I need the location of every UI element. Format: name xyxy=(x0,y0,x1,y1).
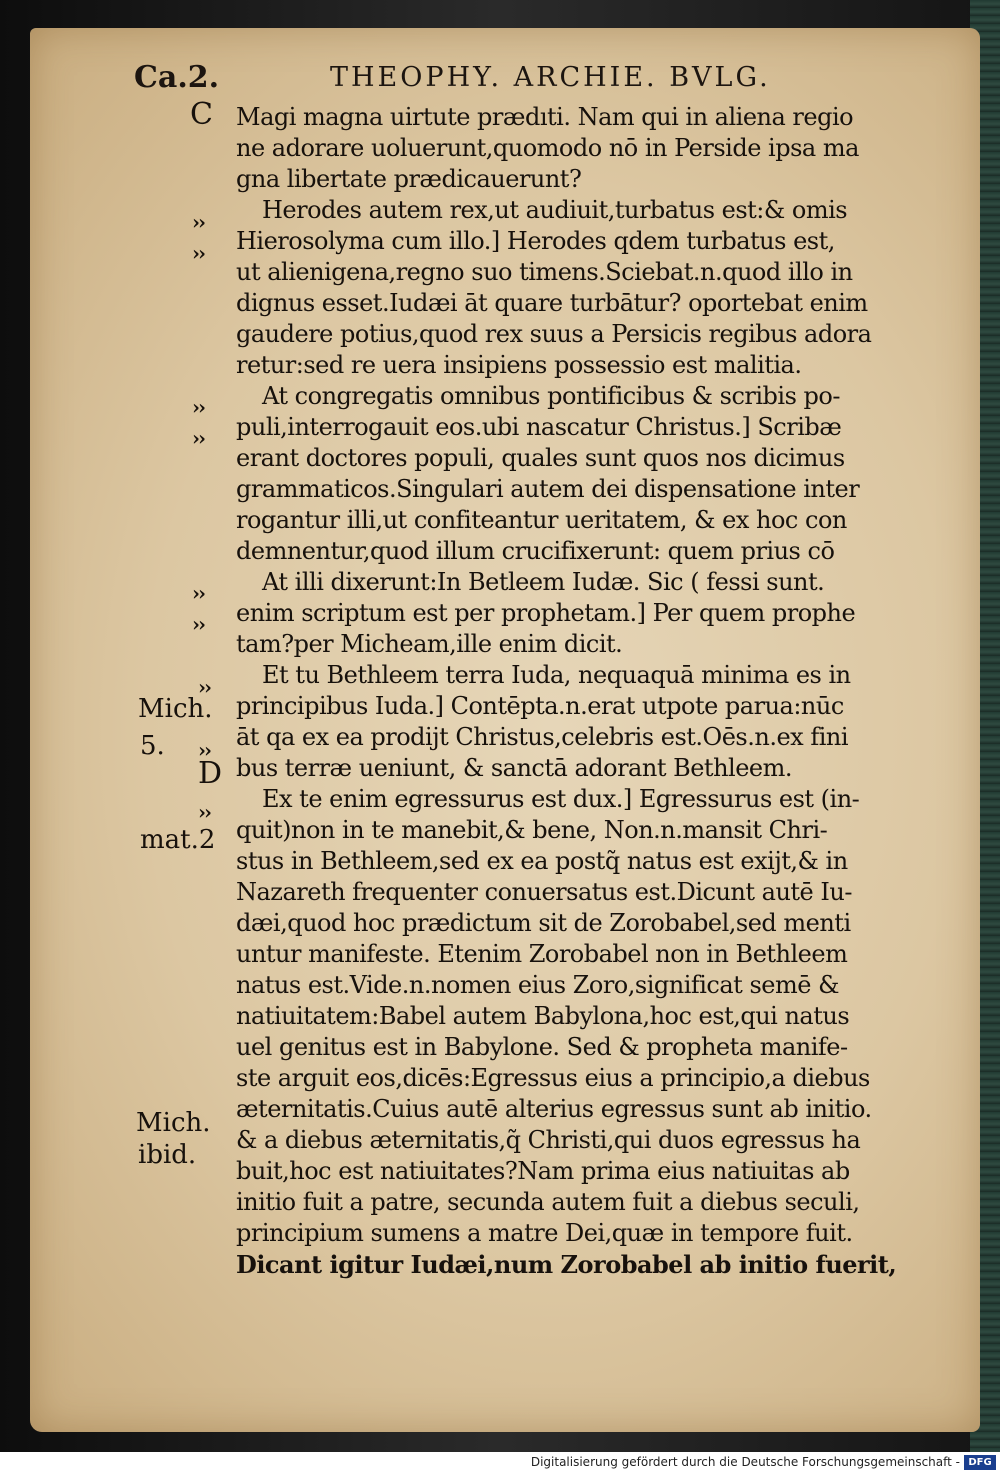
text-line: demnentur,quod illum crucifixerunt: quem prius cō xyxy=(236,537,835,565)
quote-mark: ›› xyxy=(198,800,210,824)
text-line: gaudere potius,quod rex suus a Persicis regibus adora xyxy=(236,320,872,348)
quote-mark: ›› xyxy=(192,241,204,265)
text-line: Hierosolyma cum illo.] Herodes qdem turbatus est, xyxy=(236,227,835,255)
text-line: At congregatis omnibus pontificibus & scribis po- xyxy=(262,382,840,410)
text-line: natiuitatem:Babel autem Babylona,hoc est,qui natus xyxy=(236,1002,850,1030)
text-line: principium sumens a matre Dei,quæ in tempore fuit. xyxy=(236,1219,853,1247)
text-line: ne adorare uoluerunt,quomodo nō in Perside ipsa ma xyxy=(236,134,859,162)
text-line: grammaticos.Singulari autem dei dispensatione inter xyxy=(236,475,860,503)
text-line: Magi magna uirtute prædıti. Nam qui in aliena regio xyxy=(236,103,854,131)
text-line: At illi dixerunt:In Betleem Iudæ. Sic ( fessi sunt. xyxy=(262,568,825,596)
text-line: ut alienigena,regno suo timens.Sciebat.n.quod illo in xyxy=(236,258,853,286)
text-line: Nazareth frequenter conuersatus est.Dicunt autē Iu- xyxy=(236,878,852,906)
chapter-label: Ca.2. xyxy=(134,60,220,95)
text-line: æternitatis.Cuius autē alterius egressus sunt ab initio. xyxy=(236,1095,872,1123)
text-line: dæi,quod hoc prædictum sit de Zorobabel,sed menti xyxy=(236,909,851,937)
quote-mark: ›› xyxy=(198,738,210,762)
main-text xyxy=(236,102,926,1280)
quote-mark: ›› xyxy=(192,395,204,419)
text-line: quit)non in te manebit,& bene, Non.n.mansit Chri- xyxy=(236,816,828,844)
text-line: enim scriptum est per prophetam.] Per quem prophe xyxy=(236,599,856,627)
text-line: Et tu Bethleem terra Iuda, nequaquā minima es in xyxy=(262,661,851,689)
quote-mark: ›› xyxy=(192,581,204,605)
text-line: principibus Iuda.] Contēpta.n.erat utpote parua:nūc xyxy=(236,692,844,720)
text-line: untur manifeste. Etenim Zorobabel non in Bethleem xyxy=(236,940,848,968)
margin-note-mich: Mich. xyxy=(136,1108,211,1138)
margin-section-c: C xyxy=(190,97,213,132)
text-line: ste arguit eos,dicēs:Egressus eius a principio,a diebus xyxy=(236,1064,870,1092)
text-line: uel genitus est in Babylone. Sed & propheta manife- xyxy=(236,1033,848,1061)
text-line: Dicant igitur Iudæi,num Zorobabel ab initio fuerit, xyxy=(236,1250,897,1279)
text-line: retur:sed re uera insipiens possessio est malitia. xyxy=(236,351,802,379)
text-line: natus est.Vide.n.nomen eius Zoro,significat semē & xyxy=(236,971,839,999)
text-line: Ex te enim egressurus est dux.] Egressurus est (in- xyxy=(262,785,860,813)
margin-section-d: D xyxy=(198,756,223,791)
text-line: puli,interrogauit eos.ubi nascatur Christus.] Scribæ xyxy=(236,413,842,441)
margin-note-ibid: ibid. xyxy=(138,1140,197,1170)
text-line: āt qa ex ea prodijt Christus,celebris est.Oēs.n.ex fini xyxy=(236,723,849,751)
running-title: THEOPHY. ARCHIE. BVLG. xyxy=(330,62,771,93)
quote-mark: ›› xyxy=(198,675,210,699)
funding-note: Digitalisierung gefördert durch die Deutsche Forschungsgemeinschaft - xyxy=(530,1455,960,1469)
text-line: dignus esset.Iudæi āt quare turbātur? oportebat enim xyxy=(236,289,868,317)
text-line: erant doctores populi, quales sunt quos nos dicimus xyxy=(236,444,845,472)
dfg-logo: DFG xyxy=(964,1455,996,1470)
text-line: stus in Bethleem,sed ex ea postq̃ natus est exijt,& in xyxy=(236,847,848,875)
text-line: buit,hoc est natiuitates?Nam prima eius natiuitas ab xyxy=(236,1157,850,1185)
margin-note-mich: Mich. xyxy=(138,694,213,724)
text-line: tam?per Micheam,ille enim dicit. xyxy=(236,630,623,658)
text-line: gna libertate prædicauerunt? xyxy=(236,165,582,193)
text-line: bus terræ ueniunt, & sanctā adorant Bethleem. xyxy=(236,754,792,782)
text-line: Herodes autem rex,ut audiuit,turbatus est:& omis xyxy=(262,196,848,224)
quote-mark: ›› xyxy=(192,210,204,234)
text-line: initio fuit a patre, secunda autem fuit a diebus seculi, xyxy=(236,1188,860,1216)
text-line: rogantur illi,ut confiteantur ueritatem, & ex hoc con xyxy=(236,506,847,534)
quote-mark: ›› xyxy=(192,612,204,636)
quote-mark: ›› xyxy=(192,426,204,450)
digitization-footer xyxy=(0,1452,1000,1474)
margin-note-mat: mat.2 xyxy=(140,825,216,855)
running-head xyxy=(134,60,934,100)
margin-note-mich-number: 5. xyxy=(140,731,165,761)
text-line: & a diebus æternitatis,q̃ Christi,qui duos egressus ha xyxy=(236,1126,861,1154)
